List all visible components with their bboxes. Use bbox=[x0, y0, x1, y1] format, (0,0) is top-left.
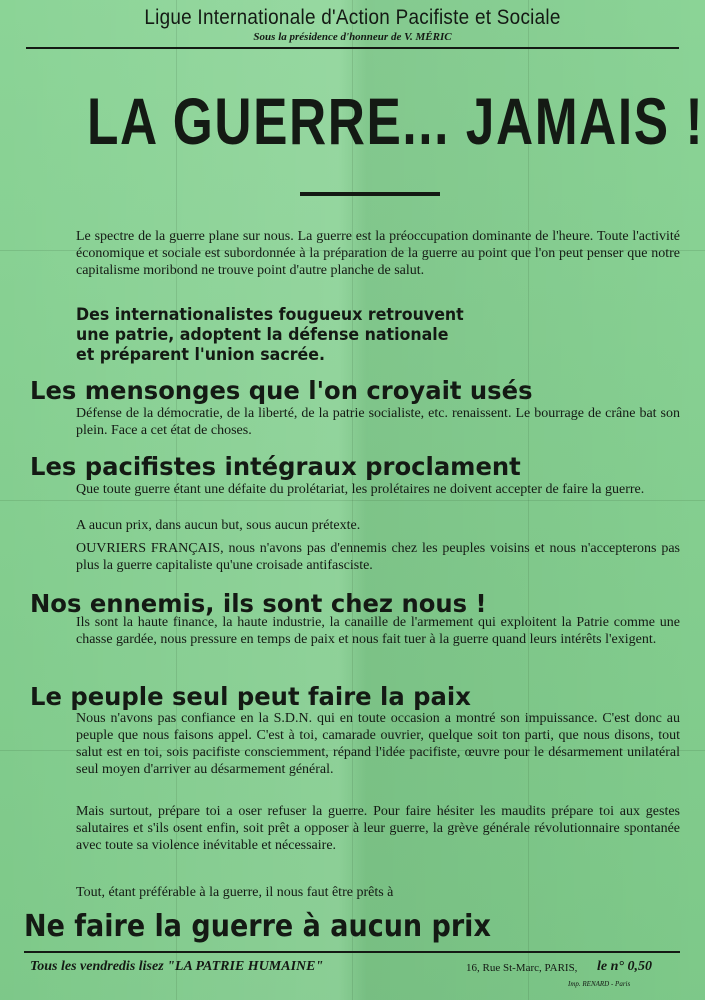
final-slogan: Ne faire la guerre à aucun prix bbox=[24, 909, 491, 944]
header-rule bbox=[26, 47, 679, 49]
intro-bold-line: une patrie, adoptent la défense nationale bbox=[76, 325, 449, 345]
poster-title-text: LA GUERRE... JAMAIS ! bbox=[87, 84, 705, 158]
printer-imprint: Imp. RENARD - Paris bbox=[568, 980, 631, 988]
section-paragraph: A aucun prix, dans aucun but, sous aucun prétexte. bbox=[76, 518, 361, 533]
footer-address: 16, Rue St-Marc, PARIS, bbox=[466, 962, 578, 974]
fold-line bbox=[0, 500, 705, 501]
footer-rule bbox=[24, 951, 680, 953]
title-underline bbox=[300, 192, 440, 196]
organization-name: Ligue Internationale d'Action Pacifiste et Sociale bbox=[144, 6, 561, 29]
footer-read-text: Tous les vendredis lisez "LA PATRIE HUMAINE" bbox=[30, 959, 324, 974]
presidency-line: Sous la présidence d'honneur de V. MÉRIC bbox=[253, 31, 452, 43]
section-paragraph: Mais surtout, prépare toi a oser refuser la guerre. Pour faire hésiter les maudits prépare toi aux gestes salutaires et s'ils osent enfin, soit prêt a opposer à leur guerre, la grève générale révolutionnaire spontanée avec toute sa violence inévitable et nécessaire. bbox=[76, 804, 680, 853]
intro-paragraph: Le spectre de la guerre plane sur nous. La guerre est la préoccupation dominante de l'heure. Toute l'activité économique et sociale est subordonnée à la préparation de la guerre au point que l'on peut penser que notre capitalisme moribond ne trouve point d'autre planche de salut. bbox=[76, 229, 680, 278]
poster-title bbox=[0, 84, 705, 158]
section-paragraph: Ils sont la haute finance, la haute industrie, la canaille de l'armement qui exploitent la Patrie comme une chasse gardée, nous pressure en temps de paix et nous fait tuer à la guerre quand leurs intérêts l'exigent. bbox=[76, 615, 680, 647]
footer-issue-price: le n° 0,50 bbox=[597, 959, 652, 974]
section-paragraph: OUVRIERS FRANÇAIS, nous n'avons pas d'ennemis chez les peuples voisins et nous n'accepterons pas plus la guerre capitaliste qu'une croisade antifasciste. bbox=[76, 541, 680, 573]
intro-bold-line: et préparent l'union sacrée. bbox=[76, 345, 325, 365]
section-heading: Nos ennemis, ils sont chez nous ! bbox=[30, 589, 487, 618]
section-heading: Le peuple seul peut faire la paix bbox=[30, 682, 471, 711]
section-paragraph: Tout, étant préférable à la guerre, il nous faut être prêts à bbox=[76, 885, 394, 900]
section-paragraph: Nous n'avons pas confiance en la S.D.N. qui en toute occasion a montré son impuissance. C'est donc au peuple que nous faisons appel. C'est à toi, camarade ouvrier, quelque soit ton parti, que nous disons, tout salut est en toi, sois pacifiste consciemment, répand l'idée pacifiste, œuvre pour le désarmement unilatéral seul moyen d'arriver au désarmement général. bbox=[76, 711, 680, 777]
section-paragraph: Que toute guerre étant une défaite du prolétariat, les prolétaires ne doivent accepter de faire la guerre. bbox=[76, 482, 645, 497]
section-heading: Les mensonges que l'on croyait usés bbox=[30, 376, 533, 405]
section-heading: Les pacifistes intégraux proclament bbox=[30, 452, 521, 481]
section-paragraph: Défense de la démocratie, de la liberté, de la patrie socialiste, etc. renaissent. Le bourrage de crâne bat son plein. Face a cet état de choses. bbox=[76, 406, 680, 438]
intro-bold-line: Des internationalistes fougueux retrouvent bbox=[76, 305, 464, 325]
